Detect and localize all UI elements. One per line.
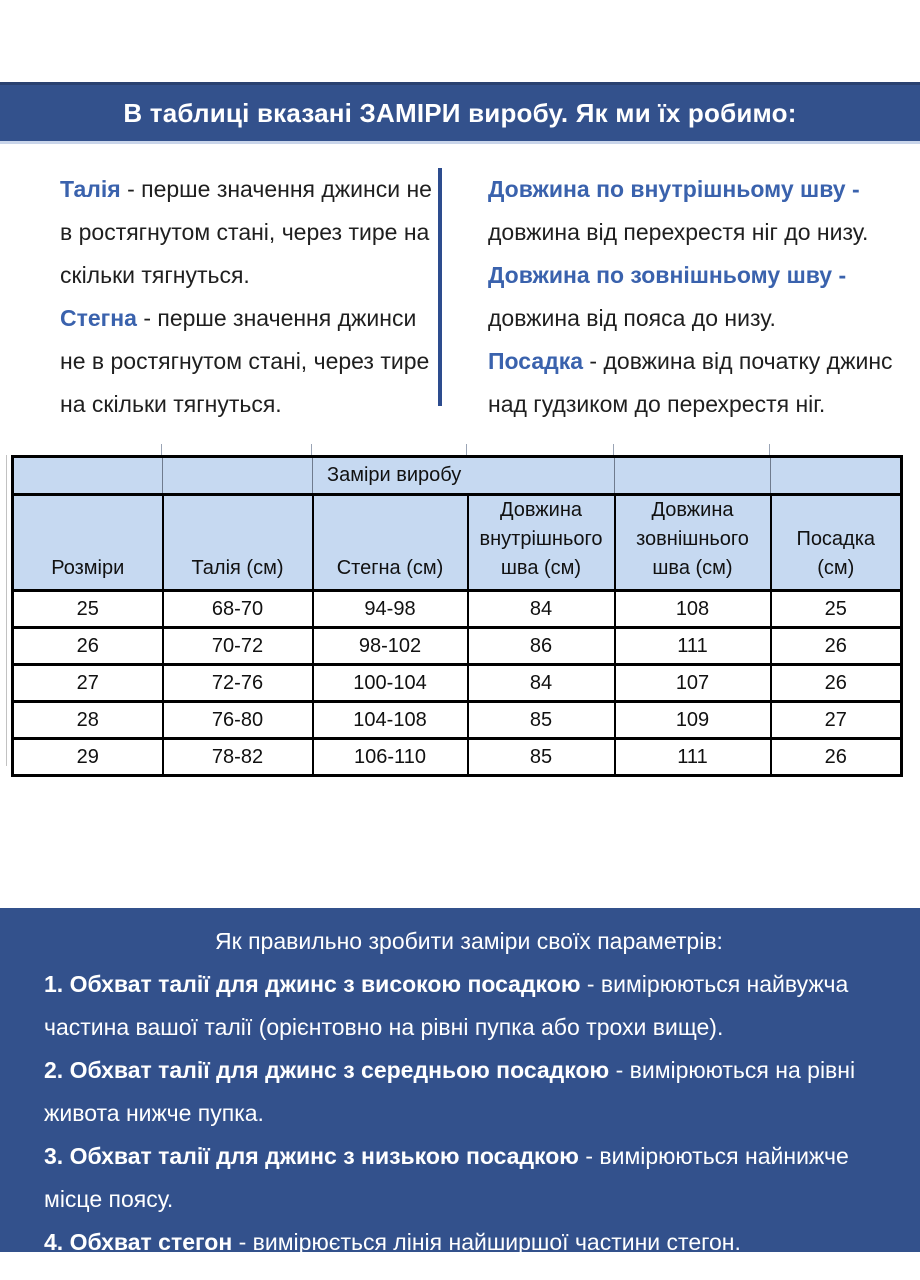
instruction-lead: 4. Обхват стегон [44,1229,233,1255]
table-cell: 26 [13,628,163,665]
instruction-text: - вимірюються найвужча частина вашої талії (орієнтовно на рівні пупка або трохи вище). [44,971,849,1040]
table-row [13,665,902,702]
definition-term: Посадка [488,348,584,374]
table-cell: 28 [13,702,163,739]
definition-text: - довжина від початку джинс над гудзиком до перехрестя ніг. [488,348,893,417]
definition-term: Талія [60,176,121,202]
table-header-rise: Посадка (см) [771,495,902,591]
size-table-wrapper [11,455,903,777]
definition-inseam [488,168,908,254]
table-cell: 109 [615,702,771,739]
table-cell: 98-102 [313,628,468,665]
column-divider-rule [438,168,442,406]
table-cell: 85 [468,739,615,776]
definition-rise [488,340,908,426]
table-cell: 25 [771,591,902,628]
table-header-sizes: Розміри [13,495,163,591]
instructions-heading: Як правильно зробити заміри своїх параметрів: [215,928,723,954]
table-cell: 26 [771,739,902,776]
definition-term: Довжина по зовнішньому шву - [488,262,847,288]
definition-term: Стегна [60,305,137,331]
table-merged-title: Заміри виробу [313,457,615,495]
table-cell: 68-70 [163,591,313,628]
table-cell: 86 [468,628,615,665]
table-header-waist: Талія (см) [163,495,313,591]
instruction-text: - вимірюються найнижче місце поясу. [44,1143,849,1212]
instruction-item-3 [44,1135,894,1221]
table-spacer-cell [13,457,163,495]
definition-text: довжина від пояса до низу. [488,305,776,331]
header-bar [0,82,920,144]
table-cell: 84 [468,665,615,702]
table-spacer-cell [771,457,902,495]
table-row [13,702,902,739]
table-header-inseam: Довжина внутрішнього шва (см) [468,495,615,591]
table-row [13,591,902,628]
instruction-lead: 3. Обхват талії для джинс з низькою посадкою [44,1143,579,1169]
table-spacer-cell [615,457,771,495]
gridline-stub [466,444,467,455]
gridline-stub [161,444,162,455]
size-table [11,455,903,777]
table-row [13,739,902,776]
definition-text: - перше значення джинси не в ростягнутом стані, через тире на скільки тягнуться. [60,176,432,288]
table-cell: 94-98 [313,591,468,628]
table-cell: 29 [13,739,163,776]
table-cell: 26 [771,665,902,702]
page-title: В таблиці вказані ЗАМІРИ виробу. Як ми їх робимо: [123,97,797,128]
definition-hips [60,297,448,426]
table-header-hips: Стегна (см) [313,495,468,591]
gridline-stub [311,444,312,455]
definitions-left-column [60,168,448,426]
instruction-lead: 2. Обхват талії для джинс з середньою посадкою [44,1057,610,1083]
table-header-outseam: Довжина зовнішнього шва (см) [615,495,771,591]
table-cell: 111 [615,628,771,665]
instruction-item-4 [44,1221,894,1264]
table-title-row [13,457,902,495]
definition-text: - перше значення джинси не в ростягнутом стані, через тире на скільки тягнуться. [60,305,430,417]
table-cell: 27 [13,665,163,702]
instruction-item-1 [44,963,894,1049]
gridline-stub [613,444,614,455]
table-cell: 70-72 [163,628,313,665]
gridline-left [6,455,7,766]
table-cell: 78-82 [163,739,313,776]
table-cell: 25 [13,591,163,628]
table-header-row [13,495,902,591]
table-cell: 108 [615,591,771,628]
definition-waist [60,168,448,297]
table-cell: 26 [771,628,902,665]
table-cell: 106-110 [313,739,468,776]
table-cell: 85 [468,702,615,739]
definitions-right-column [488,168,908,426]
table-cell: 72-76 [163,665,313,702]
table-cell: 84 [468,591,615,628]
table-cell: 76-80 [163,702,313,739]
table-row [13,628,902,665]
definition-outseam [488,254,908,340]
table-cell: 104-108 [313,702,468,739]
instructions-section [0,908,920,1255]
definition-text: довжина від перехрестя ніг до низу. [488,219,869,245]
instruction-text: - вимірюється лінія найширшої частини стегон. [232,1229,741,1255]
definition-term: Довжина по внутрішньому шву - [488,176,860,202]
instruction-lead: 1. Обхват талії для джинс з високою посадкою [44,971,581,997]
gridline-stub [769,444,770,455]
table-cell: 100-104 [313,665,468,702]
table-spacer-cell [163,457,313,495]
table-cell: 111 [615,739,771,776]
instruction-item-2 [44,1049,894,1135]
table-cell: 107 [615,665,771,702]
instruction-text: - вимірюються на рівні живота нижче пупка. [44,1057,856,1126]
table-cell: 27 [771,702,902,739]
